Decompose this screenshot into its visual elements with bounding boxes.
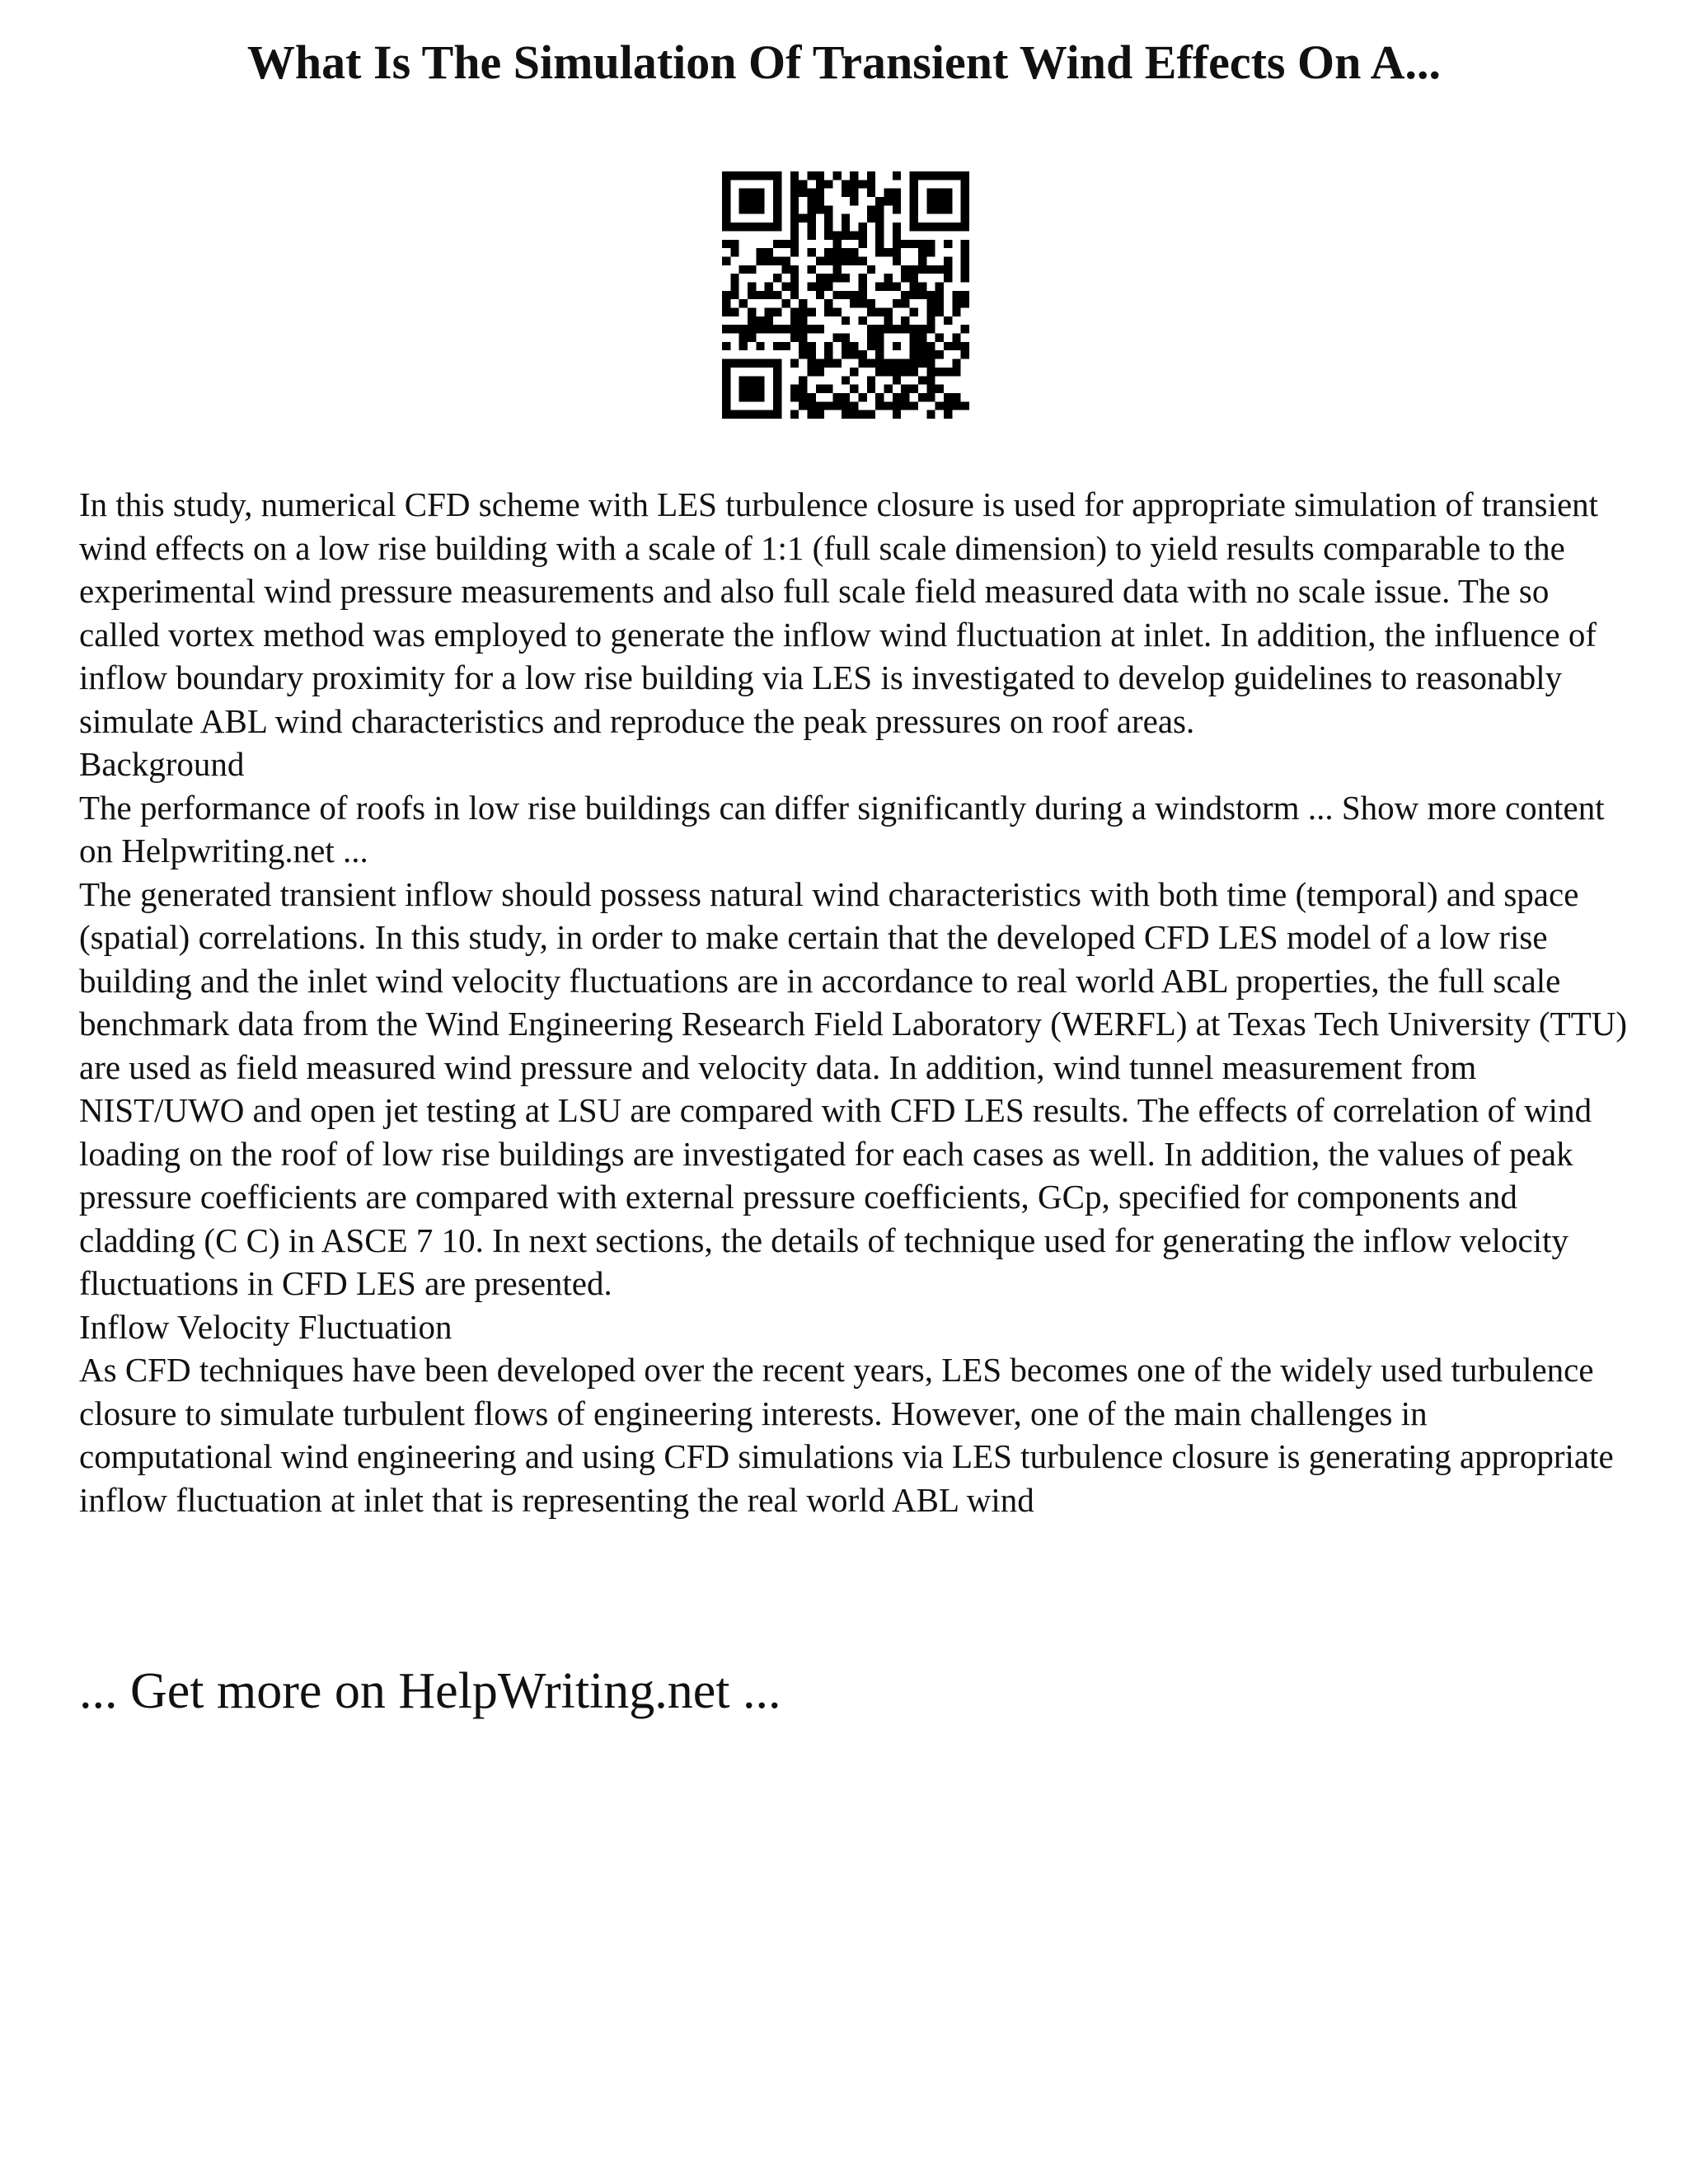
- section-heading-inflow-velocity: Inflow Velocity Fluctuation: [79, 1307, 452, 1346]
- section-heading-background: Background: [79, 745, 245, 783]
- qr-code-graphic: [722, 171, 969, 419]
- qr-code-icon: [722, 171, 969, 419]
- paragraph-background: The performance of roofs in low rise buildings can differ significantly during a windstorm ... Show more content on Helpwriting.net ...: [79, 788, 1605, 869]
- paragraph-intro: In this study, numerical CFD scheme with LES turbulence closure is used for appropriate simulation of transient wind effects on a low rise building with a scale of 1:1 (full scale dimension) to yield results comparable to the experimental wind pressure measurements and also full scale field measured data with no scale issue. The so called vortex method was employed to generate the inflow wind fluctuation at inlet. In addition, the influence of inflow boundary proximity for a low rise building via LES is investigated to develop guidelines to reasonably simulate ABL wind characteristics and reproduce the peak pressures on roof areas.: [79, 485, 1599, 740]
- qr-modules: [722, 171, 969, 419]
- get-more-link[interactable]: ... Get more on HelpWriting.net ...: [79, 1663, 781, 1719]
- paragraph-inflow: The generated transient inflow should possess natural wind characteristics with both time (temporal) and space (spatial) correlations. In this study, in order to make certain that the developed CFD LES model of a low rise building and the inlet wind velocity fluctuations are in accordance to real world ABL properties, the full scale benchmark data from the Wind Engineering Research Field Laboratory (WERFL) at Texas Tech University (TTU) are used as field measured wind pressure and velocity data. In addition, wind tunnel measurement from NIST/UWO and open jet testing at LSU are compared with CFD LES results. The effects of correlation of wind loading on the roof of low rise buildings are investigated for each cases as well. In addition, the values of peak pressure coefficients are compared with external pressure coefficients, GCp, specified for components and cladding (C C) in ASCE 7 10. In next sections, the details of technique used for generating the inflow velocity fluctuations in CFD LES are presented.: [79, 874, 1628, 1302]
- page-title: What Is The Simulation Of Transient Wind Effects On A...: [246, 35, 1442, 89]
- article-body: [79, 483, 1629, 1521]
- paragraph-cfd: As CFD techniques have been developed over the recent years, LES becomes one of the widely used turbulence closure to simulate turbulent flows of engineering interests. However, one of the main challenges in computational wind engineering and using CFD simulations via LES turbulence closure is generating appropriate inflow fluctuation at inlet that is representing the real world ABL wind: [79, 1351, 1614, 1519]
